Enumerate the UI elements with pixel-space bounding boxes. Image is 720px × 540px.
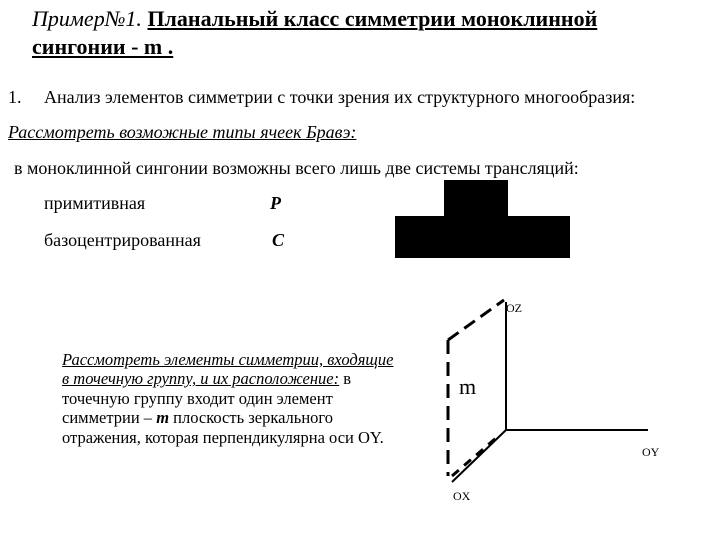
plane-edge-top <box>448 300 504 340</box>
plane-edge-bottom <box>452 438 496 476</box>
axis-x-line <box>452 430 506 482</box>
example-prefix: Пример№1. <box>32 6 142 31</box>
axis-x-label: OX <box>453 489 471 503</box>
axis-y-label: OY <box>642 445 660 459</box>
lattice-label-primitive: примитивная <box>44 193 146 213</box>
symmetry-text: в точечную группу входит один элемент симметрии – <box>62 369 352 428</box>
plane-label: m <box>459 374 477 399</box>
bravais-heading: Рассмотреть возможные типы ячеек Бравэ: <box>8 122 357 142</box>
translation-text: в моноклинной сингонии возможны всего лишь две системы трансляций: <box>14 158 579 178</box>
axis-z-label: OZ <box>506 301 522 315</box>
lattice-symbol-base-centered: C <box>272 230 285 250</box>
page-title-continued: сингонии - m . <box>32 34 174 59</box>
list-item-number: 1. <box>8 87 22 107</box>
page-title: Планальный класс симметрии моноклинной <box>147 6 598 31</box>
lattice-symbol-primitive: P <box>270 193 281 213</box>
lattice-label-base-centered: базоцентрированная <box>44 230 201 250</box>
symmetry-rest: плоскость зеркального отражения, которая перпендикулярна оси OY. <box>62 408 384 447</box>
symmetry-lead: Рассмотреть элементы симметрии, входящие в точечную группу, и их расположение: <box>62 350 394 389</box>
list-item-text: Анализ элементов симметрии с точки зрения их структурного многообразия: <box>44 87 636 107</box>
symmetry-element: m <box>156 408 170 428</box>
